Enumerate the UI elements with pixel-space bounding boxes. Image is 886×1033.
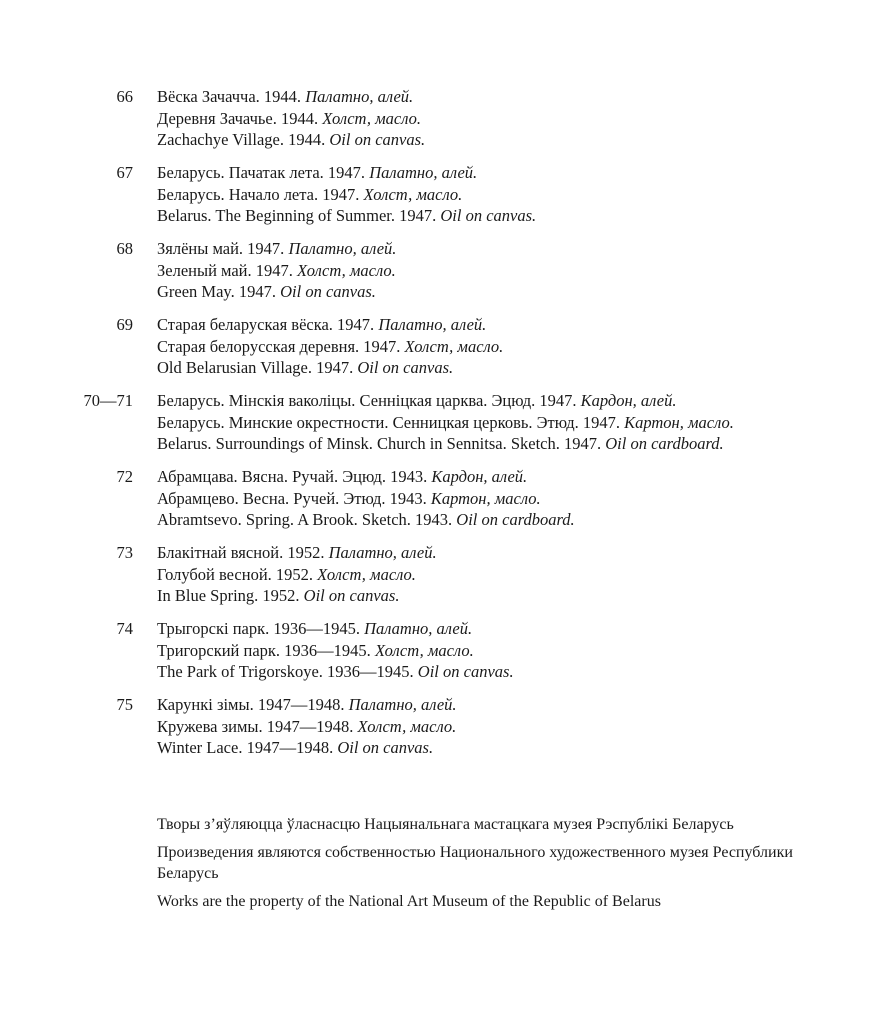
entry-number: 75 [116, 695, 133, 714]
entry-lines [157, 694, 457, 759]
entry-line-belarusian [157, 86, 425, 108]
entry-title: Беларусь. Пачатак лета. 1947. [157, 163, 366, 182]
entry-title: Абрамцава. Вясна. Ручай. Эцюд. 1943. [157, 467, 428, 486]
entry-title: Блакітнай вясной. 1952. [157, 543, 325, 562]
entry-line-english [157, 509, 575, 531]
entry-line-english [157, 129, 425, 151]
catalog-entry [0, 466, 886, 532]
entry-line-russian [157, 716, 457, 738]
catalog-entry [0, 618, 886, 684]
entry-medium: Холст, масло. [322, 108, 421, 128]
catalog-list [0, 86, 886, 770]
entry-line-belarusian [157, 314, 503, 336]
entry-line-russian [157, 488, 575, 510]
entry-lines [157, 238, 396, 303]
entry-medium: Холст, масло. [404, 336, 504, 356]
entry-medium: Картон, масло. [430, 488, 541, 508]
catalog-entry [0, 542, 886, 608]
entry-line-russian [157, 336, 503, 358]
entry-title: Голубой весной. 1952. [157, 564, 314, 584]
entry-line-belarusian [157, 618, 514, 640]
ownership-english: Works are the property of the National Art Museum of the Republic of Belarus [157, 892, 661, 910]
ownership-note [157, 814, 837, 918]
entry-line-belarusian [157, 466, 575, 488]
ownership-belarusian: Творы з’яўляюцца ўласнасцю Нацыянальнага мастацкага музея Рэспублікі Беларусь [157, 816, 734, 833]
entry-medium: Палатно, алей. [288, 239, 397, 258]
entry-medium: Палатно, алей. [348, 695, 457, 714]
entry-line-russian [157, 108, 425, 130]
entry-title: In Blue Spring. 1952. [157, 586, 300, 605]
entry-medium: Холст, масло. [374, 640, 474, 660]
entry-medium: Кардон, алей. [580, 391, 677, 410]
entry-line-belarusian [157, 694, 457, 716]
entry-line-english [157, 585, 437, 607]
entry-medium: Oil on canvas. [329, 130, 426, 149]
entry-number: 66 [116, 87, 133, 106]
catalog-entry [0, 86, 886, 152]
catalog-entry [0, 238, 886, 304]
entry-medium: Палатно, алей. [369, 163, 478, 182]
entry-medium: Картон, масло. [624, 412, 734, 432]
entry-medium: Oil on canvas. [417, 662, 514, 681]
entry-medium: Холст, масло. [317, 564, 416, 584]
entry-title: Беларусь. Начало лета. 1947. [157, 184, 360, 204]
entry-medium: Палатно, алей. [328, 543, 437, 562]
entry-title: Old Belarusian Village. 1947. [157, 358, 354, 377]
entry-medium: Холст, масло. [297, 260, 396, 280]
entry-medium: Палатно, алей. [364, 619, 473, 638]
entry-number: 67 [116, 163, 133, 182]
entry-title: The Park of Trigorskoye. 1936—1945. [157, 662, 414, 681]
entry-number: 69 [116, 315, 133, 334]
entry-medium: Oil on canvas. [337, 738, 434, 757]
entry-lines [157, 162, 536, 227]
entry-title: Беларусь. Минские окрестности. Сенницкая церковь. Этюд. 1947. [157, 412, 620, 432]
entry-line-russian [157, 412, 734, 434]
entry-title: Зялёны май. 1947. [157, 239, 285, 258]
entry-medium: Oil on canvas. [280, 282, 376, 301]
entry-title: Вёска Зачачча. 1944. [157, 87, 302, 106]
entry-title: Zachachye Village. 1944. [157, 130, 326, 149]
entry-title: Карункі зімы. 1947—1948. [157, 695, 345, 714]
entry-medium: Холст, масло. [363, 184, 463, 204]
catalog-entry [0, 314, 886, 380]
entry-title: Деревня Зачачье. 1944. [157, 108, 319, 128]
entry-title: Тригорский парк. 1936—1945. [157, 640, 371, 660]
entry-medium: Холст, масло. [357, 716, 457, 736]
entry-lines [157, 314, 503, 379]
entry-title: Belarus. The Beginning of Summer. 1947. [157, 206, 437, 225]
entry-lines [157, 390, 734, 455]
entry-medium: Oil on canvas. [357, 358, 454, 377]
catalog-entry [0, 694, 886, 760]
entry-title: Green May. 1947. [157, 282, 276, 301]
entry-medium: Oil on canvas. [303, 586, 400, 605]
catalog-entry [0, 162, 886, 228]
entry-medium: Кардон, алей. [431, 467, 528, 486]
entry-lines [157, 542, 437, 607]
catalog-entry [0, 390, 886, 456]
entry-medium: Oil on cardboard. [456, 510, 575, 529]
entry-title: Winter Lace. 1947—1948. [157, 738, 334, 757]
entry-number: 72 [116, 467, 133, 486]
entry-line-russian [157, 640, 514, 662]
entry-line-russian [157, 184, 536, 206]
entry-title: Старая белорусская деревня. 1947. [157, 336, 401, 356]
entry-line-english [157, 661, 514, 683]
entry-line-english [157, 737, 457, 759]
entry-line-english [157, 205, 536, 227]
entry-title: Абрамцево. Весна. Ручей. Этюд. 1943. [157, 488, 427, 508]
entry-medium: Палатно, алей. [305, 87, 414, 106]
entry-line-russian [157, 260, 396, 282]
entry-line-english [157, 433, 734, 455]
entry-medium: Oil on canvas. [440, 206, 537, 225]
entry-title: Беларусь. Мінскія ваколіцы. Сенніцкая царква. Эцюд. 1947. [157, 391, 577, 410]
entry-line-english [157, 357, 503, 379]
entry-number: 68 [116, 239, 133, 258]
entry-line-belarusian [157, 542, 437, 564]
entry-title: Кружева зимы. 1947—1948. [157, 716, 354, 736]
entry-number: 70—71 [83, 391, 133, 410]
entry-medium: Палатно, алей. [378, 315, 487, 334]
entry-title: Зеленый май. 1947. [157, 260, 293, 280]
entry-lines [157, 86, 425, 151]
entry-line-belarusian [157, 238, 396, 260]
entry-title: Старая беларуская вёска. 1947. [157, 315, 375, 334]
ownership-russian: Произведения являются собственностью Национального художественного музея Республики Беларусь [157, 843, 793, 882]
entry-medium: Oil on cardboard. [605, 434, 724, 453]
entry-line-english [157, 281, 396, 303]
entry-title: Трыгорскі парк. 1936—1945. [157, 619, 360, 638]
entry-line-belarusian [157, 162, 536, 184]
entry-line-russian [157, 564, 437, 586]
entry-line-belarusian [157, 390, 734, 412]
entry-number: 74 [116, 619, 133, 638]
entry-lines [157, 618, 514, 683]
entry-number: 73 [116, 543, 133, 562]
entry-title: Belarus. Surroundings of Minsk. Church in Sennitsa. Sketch. 1947. [157, 434, 602, 453]
entry-title: Abramtsevo. Spring. A Brook. Sketch. 1943. [157, 510, 453, 529]
entry-lines [157, 466, 575, 531]
